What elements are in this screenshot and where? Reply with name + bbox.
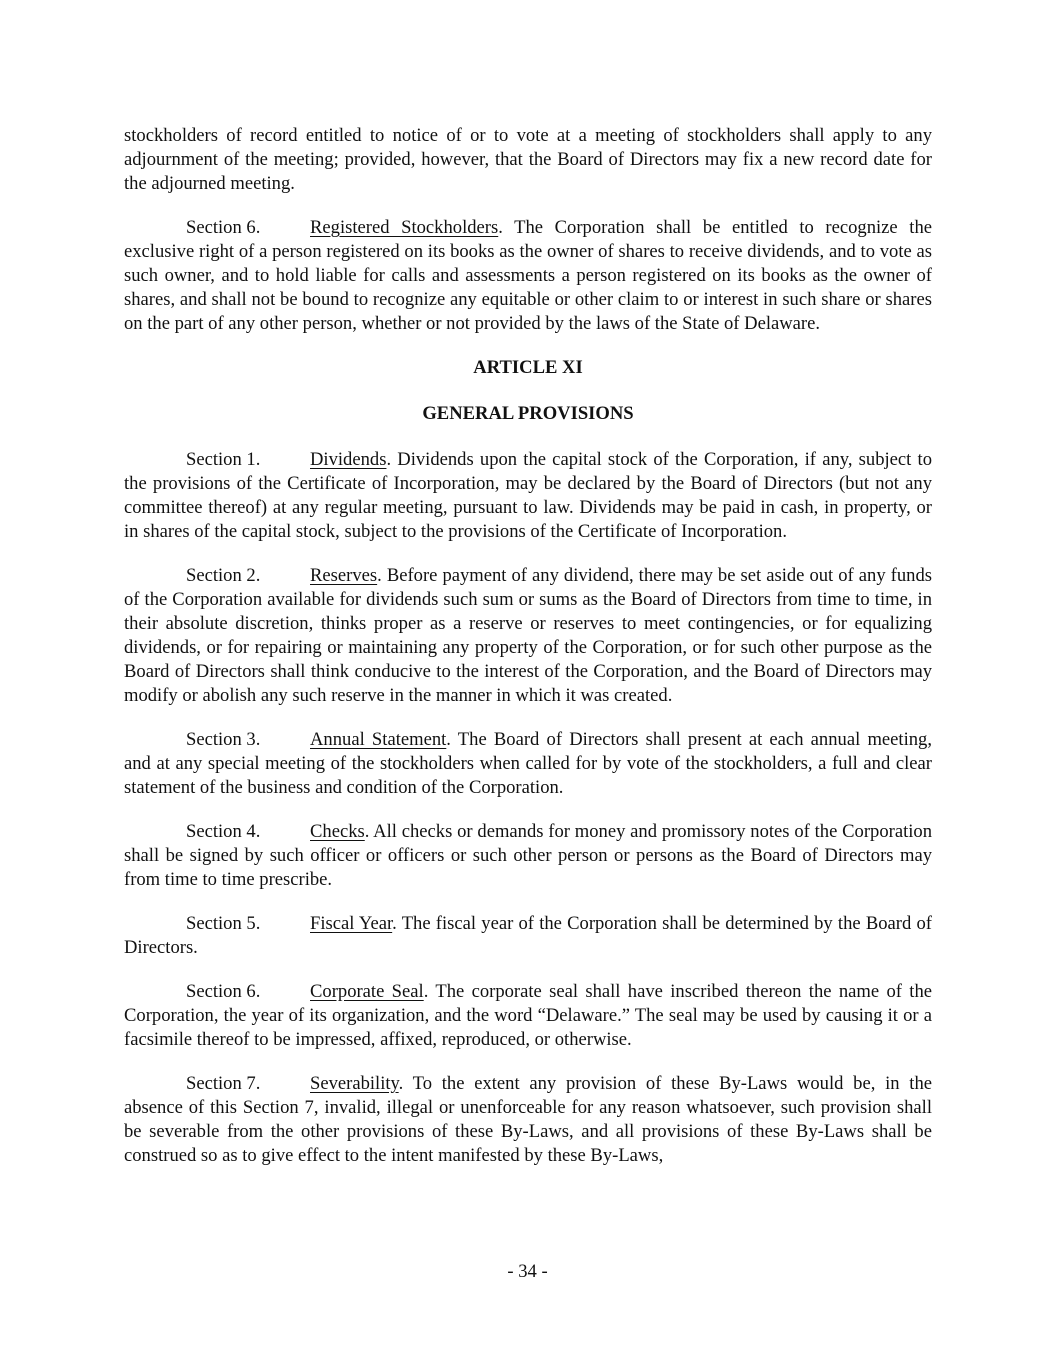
section-corporate-seal xyxy=(124,980,932,1052)
section-number: Section 3. xyxy=(186,729,261,750)
section-heading: Registered Stockholders xyxy=(310,217,499,238)
continuation-paragraph: stockholders of record entitled to notice of or to vote at a meeting of stockholders shall apply to any adjournment of the meeting; provided, however, that the Board of Directors may fix a new record date for the adjourned meeting. xyxy=(124,125,932,194)
section-dividends xyxy=(124,448,932,544)
section-number: Section 6. xyxy=(186,217,261,238)
section-heading: Dividends xyxy=(310,449,387,470)
section-number: Section 5. xyxy=(186,913,261,934)
section-heading: Fiscal Year xyxy=(310,913,393,934)
section-text: . Dividends upon the capital stock of the Corporation, if any, subject to the provisions of the Certificate of Incorporation, may be declared by the Board of Directors (but not any committee thereof) at any regular meeting, pursuant to law. Dividends may be paid in cash, in property, or in shares of the capital stock, subject to the provisions of the Certificate of Incorporation. xyxy=(124,449,932,542)
section-text: . All checks or demands for money and promissory notes of the Corporation shall be signed by such officer or officers or such other person or persons as the Board of Directors may from time to time prescribe. xyxy=(124,821,932,890)
section-annual-statement xyxy=(124,728,932,800)
section-text: . To the extent any provision of these By-Laws would be, in the absence of this Section 7, invalid, illegal or unenforceable for any reason whatsoever, such provision shall be severable from the other provisions of these By-Laws, and all provisions of these By-Laws shall be construed so as to give effect to the intent manifested by these By-Laws, xyxy=(124,1073,932,1166)
section-reserves xyxy=(124,564,932,708)
section-text: . The Board of Directors shall present at each annual meeting, and at any special meeting of the stockholders when called for by vote of the stockholders, a full and clear statement of the business and condition of the Corporation. xyxy=(124,729,932,798)
section-severability xyxy=(124,1072,932,1168)
article-subtitle: GENERAL PROVISIONS xyxy=(422,403,634,424)
section-heading: Checks xyxy=(310,821,365,842)
document-page xyxy=(124,124,932,1188)
page-number: - 34 - xyxy=(507,1261,548,1282)
section-text: . The fiscal year of the Corporation shall be determined by the Board of Directors. xyxy=(124,913,932,958)
section-text: . The corporate seal shall have inscribed thereon the name of the Corporation, the year of its organization, and the word “Delaware.” The seal may be used by causing it or a facsimile thereof to be impressed, affixed, reproduced, or otherwise. xyxy=(124,981,932,1050)
section-heading: Severability xyxy=(310,1073,399,1094)
section-number: Section 4. xyxy=(186,821,261,842)
section-registered-stockholders xyxy=(124,216,932,336)
section-number: Section 2. xyxy=(186,565,261,586)
section-number: Section 6. xyxy=(186,981,261,1002)
section-number: Section 7. xyxy=(186,1073,261,1094)
section-heading: Reserves xyxy=(310,565,378,586)
section-heading: Corporate Seal xyxy=(310,981,424,1002)
section-number: Section 1. xyxy=(186,449,261,470)
section-heading: Annual Statement xyxy=(310,729,447,750)
section-text: . Before payment of any dividend, there may be set aside out of any funds of the Corporation available for dividends such sum or sums as the Board of Directors from time to time, in their absolute discretion, thinks proper as a reserve or reserves to meet contingencies, or for equalizing dividends, or for repairing or maintaining any property of the Corporation, or for such other purpose as the Board of Directors shall think conducive to the interest of the Corporation, and the Board of Directors may modify or abolish any such reserve in the manner in which it was created. xyxy=(124,565,932,706)
section-checks xyxy=(124,820,932,892)
section-fiscal-year xyxy=(124,912,932,960)
article-title: ARTICLE XI xyxy=(473,357,583,378)
section-text: . The Corporation shall be entitled to recognize the exclusive right of a person registered on its books as the owner of shares to receive dividends, and to vote as such owner, and to hold liable for calls and assessments a person registered on its books as the owner of shares, and shall not be bound to recognize any equitable or other claim to or interest in such share or shares on the part of any other person, whether or not provided by the laws of the State of Delaware. xyxy=(124,217,932,334)
